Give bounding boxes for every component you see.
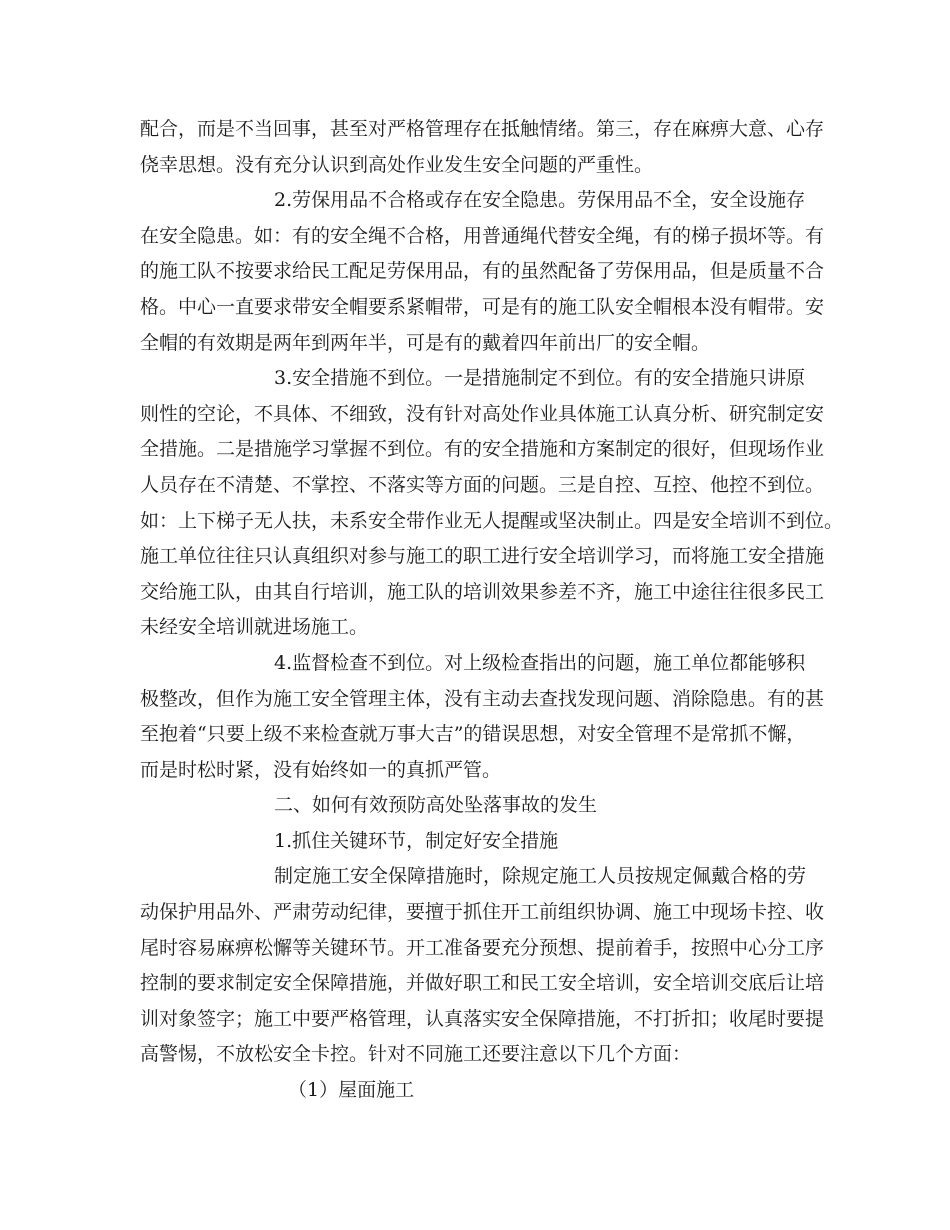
text-line: 控制的要求制定安全保障措施，并做好职工和民工安全培训，安全培训交底后让培 [140, 972, 825, 995]
section-title: 二、如何有效预防高处坠落事故的发生 [274, 794, 598, 817]
paragraph-item-4 [140, 646, 825, 788]
text-line: 训对象签字；施工中要严格管理，认真落实安全保障措施，不打折扣；收尾时要提 [140, 1007, 825, 1030]
text-line: 如：上下梯子无人扶，未系安全带作业无人提醒或坚决制止。四是安全培训不到位。 [140, 509, 844, 532]
text-line: 的施工队不按要求给民工配足劳保用品，有的虽然配备了劳保用品，但是质量不合 [140, 260, 825, 283]
text-line: 高警惕，不放松安全卡控。针对不同施工还要注意以下几个方面： [140, 1043, 692, 1066]
text-line: 则性的空论，不具体、不细致，没有针对高处作业具体施工认真分析、研究制定安 [140, 402, 825, 425]
subheading-roof [140, 1073, 820, 1109]
subheading-1 [140, 824, 820, 860]
text-line: 侥幸思想。没有充分认识到高处作业发生安全问题的严重性。 [140, 153, 654, 176]
paragraph-item-2 [140, 183, 825, 361]
section-heading-2 [140, 788, 820, 824]
text-line: 动保护用品外、严肃劳动纪律，要擅于抓住开工前组织协调、施工中现场卡控、收 [140, 901, 825, 924]
text-line: 全帽的有效期是两年到两年半，可是有的戴着四年前出厂的安全帽。 [140, 331, 711, 354]
text-line: 至抱着“只要上级不来检查就万事大吉”的错误思想，对安全管理不是常抓不懈， [140, 723, 806, 746]
paragraph-intro-continuation [140, 112, 825, 183]
text-line: 4.监督检查不到位。对上级检查指出的问题，施工单位都能够积 [274, 651, 806, 674]
text-line: 施工单位往往只认真组织对参与施工的职工进行安全培训学习，而将施工安全措施 [140, 545, 825, 568]
text-line: 而是时松时紧，没有始终如一的真抓严管。 [140, 758, 502, 781]
text-line: 2.劳保用品不合格或存在安全隐患。劳保用品不全，安全设施存 [274, 189, 806, 212]
text-line: 尾时容易麻痹松懈等关键环节。开工准备要充分预想、提前着手，按照中心分工序 [140, 936, 825, 959]
text-line: 人员存在不清楚、不掌控、不落实等方面的问题。三是自控、互控、他控不到位。 [140, 473, 825, 496]
text-line: 配合，而是不当回事，甚至对严格管理存在抵触情绪。第三，存在麻痹大意、心存 [140, 118, 825, 140]
text-line: 在安全隐患。如：有的安全绳不合格，用普通绳代替安全绳，有的梯子损坏等。有 [140, 224, 825, 247]
text-line: 3.安全措施不到位。一是措施制定不到位。有的安全措施只讲原 [274, 367, 806, 390]
document-page [140, 112, 844, 1109]
text-line: 制定施工安全保障措施时，除规定施工人员按规定佩戴合格的劳 [274, 865, 807, 888]
subsection-title: 1.抓住关键环节，制定好安全措施 [274, 829, 559, 852]
text-line: 交给施工队，由其自行培训，施工队的培训效果参差不齐，施工中途往往很多民工 [140, 580, 825, 603]
text-line: 格。中心一直要求带安全帽要系紧帽带，可是有的施工队安全帽根本没有帽带。安 [140, 295, 825, 318]
subsection-title: （1）屋面施工 [288, 1079, 415, 1102]
paragraph-body [140, 859, 825, 1073]
text-line: 全措施。二是措施学习掌握不到位。有的安全措施和方案制定的很好，但现场作业 [140, 438, 825, 461]
text-line: 极整改，但作为施工安全管理主体，没有主动去查找发现问题、消除隐患。有的甚 [140, 687, 825, 710]
text-line: 未经安全培训就进场施工。 [140, 616, 369, 639]
paragraph-item-3 [140, 361, 844, 646]
